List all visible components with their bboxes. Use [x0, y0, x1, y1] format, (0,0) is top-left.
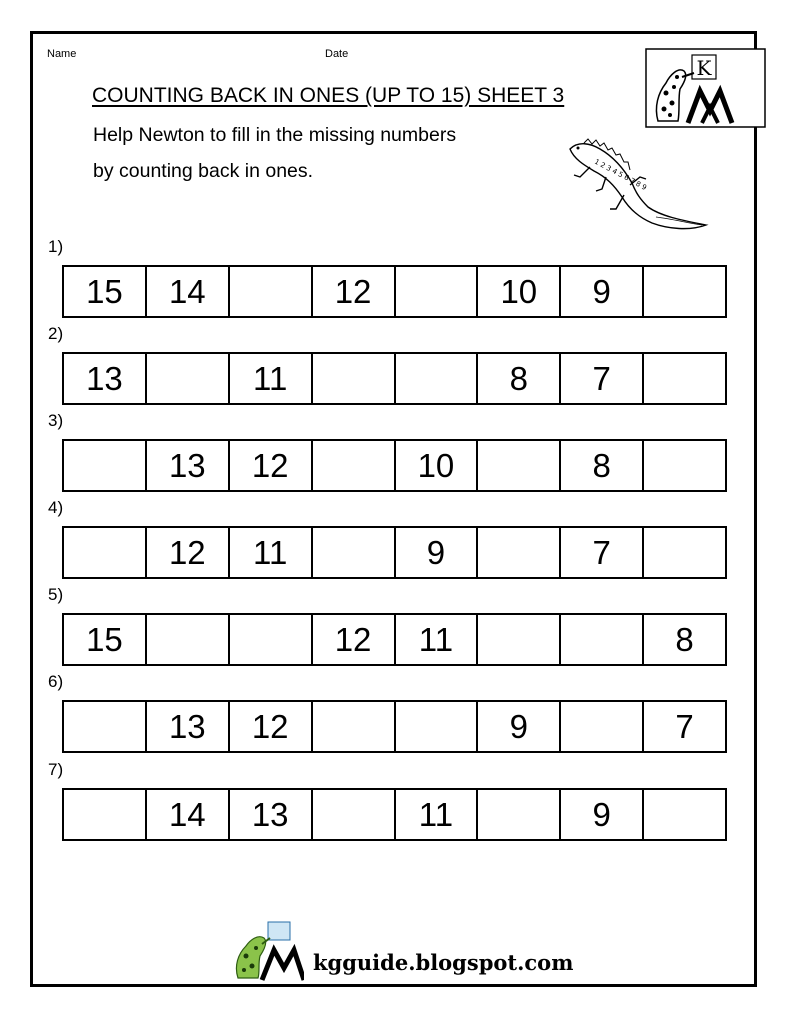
- footer-gecko-logo-icon: [232, 920, 304, 982]
- number-cell[interactable]: [561, 615, 644, 664]
- number-cell[interactable]: 12: [230, 441, 313, 490]
- number-cell[interactable]: [478, 790, 561, 839]
- number-cell[interactable]: [230, 615, 313, 664]
- question-6-label: 6): [48, 672, 64, 691]
- number-cell[interactable]: 11: [396, 615, 479, 664]
- number-cell[interactable]: 12: [313, 615, 396, 664]
- number-cell[interactable]: [313, 528, 396, 577]
- newt-illustration-icon: [566, 137, 711, 237]
- number-cell[interactable]: [396, 702, 479, 751]
- number-cell[interactable]: [644, 790, 725, 839]
- number-cell[interactable]: 10: [478, 267, 561, 316]
- number-cell[interactable]: 13: [230, 790, 313, 839]
- question-7-label: 7): [48, 760, 64, 779]
- number-cell[interactable]: 9: [478, 702, 561, 751]
- number-cell[interactable]: 11: [230, 528, 313, 577]
- number-cell[interactable]: [147, 615, 230, 664]
- number-cell[interactable]: [478, 441, 561, 490]
- number-cell[interactable]: 15: [64, 615, 147, 664]
- instruction-line-1: Help Newton to fill in the missing numbers: [93, 124, 457, 146]
- number-cell[interactable]: 15: [64, 267, 147, 316]
- question-3-label: 3): [48, 411, 64, 430]
- question-2-label: 2): [48, 324, 64, 343]
- number-cell[interactable]: 7: [561, 528, 644, 577]
- number-cell[interactable]: 9: [561, 267, 644, 316]
- number-cell[interactable]: [644, 528, 725, 577]
- number-cell[interactable]: 14: [147, 790, 230, 839]
- number-cell[interactable]: [64, 528, 147, 577]
- number-cell[interactable]: 7: [675, 707, 694, 745]
- number-cell[interactable]: [644, 354, 725, 403]
- number-cell[interactable]: [313, 702, 396, 751]
- worksheet-title: COUNTING BACK IN ONES (UP TO 15) SHEET 3: [92, 84, 565, 107]
- number-cell[interactable]: 12: [230, 702, 313, 751]
- logo-letter: K: [696, 56, 712, 80]
- question-1-row: [62, 265, 727, 318]
- number-cell[interactable]: [478, 528, 561, 577]
- number-cell[interactable]: [313, 441, 396, 490]
- number-cell[interactable]: 11: [396, 790, 479, 839]
- question-2-row: [62, 352, 727, 405]
- number-cell[interactable]: 8: [561, 441, 644, 490]
- question-1-label: 1): [48, 237, 64, 256]
- number-cell[interactable]: 12: [313, 267, 396, 316]
- number-cell[interactable]: 13: [64, 354, 147, 403]
- footer-site-url: kgguide.blogspot.com: [313, 950, 574, 975]
- number-cell[interactable]: [313, 790, 396, 839]
- number-cell[interactable]: [147, 354, 230, 403]
- number-cell[interactable]: 13: [147, 441, 230, 490]
- number-cell[interactable]: [478, 615, 561, 664]
- number-cell[interactable]: [64, 790, 147, 839]
- number-cell[interactable]: [313, 354, 396, 403]
- number-cell[interactable]: 7: [561, 354, 644, 403]
- number-cell[interactable]: 9: [561, 790, 644, 839]
- number-cell[interactable]: [64, 441, 147, 490]
- name-label: Name: [47, 48, 77, 60]
- number-cell[interactable]: [644, 441, 725, 490]
- number-cell[interactable]: 10: [396, 441, 479, 490]
- question-4-row: [62, 526, 727, 579]
- date-label: Date: [325, 48, 349, 60]
- number-cell[interactable]: [644, 267, 725, 316]
- question-5-label: 5): [48, 585, 64, 604]
- question-5-row: [62, 613, 727, 666]
- instruction-line-2: by counting back in ones.: [93, 160, 314, 182]
- kg-logo-icon: [644, 47, 767, 129]
- number-cell[interactable]: 8: [478, 354, 561, 403]
- question-3-row: [62, 439, 727, 492]
- number-cell[interactable]: 13: [147, 702, 230, 751]
- number-cell[interactable]: 14: [147, 267, 230, 316]
- number-cell[interactable]: [396, 354, 479, 403]
- number-cell[interactable]: 11: [230, 354, 313, 403]
- question-7-row: [62, 788, 727, 841]
- number-cell[interactable]: 12: [147, 528, 230, 577]
- number-cell[interactable]: [396, 267, 479, 316]
- number-cell[interactable]: 9: [396, 528, 479, 577]
- number-cell[interactable]: 8: [675, 620, 694, 658]
- number-cell[interactable]: [561, 702, 644, 751]
- svg-text:1 2 3 4 5 6 7 8 9: 1 2 3 4 5 6 7 8 9: [593, 157, 648, 192]
- question-4-label: 4): [48, 498, 64, 517]
- question-6-row: [62, 700, 727, 753]
- number-cell[interactable]: [64, 702, 147, 751]
- number-cell[interactable]: [230, 267, 313, 316]
